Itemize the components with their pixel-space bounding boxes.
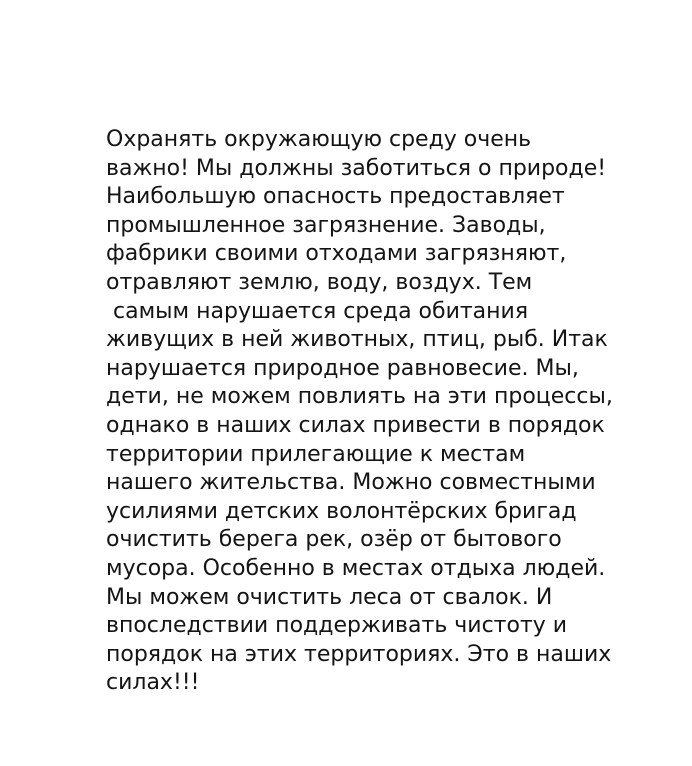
text-line-7: самым нарушается среда обитания (106, 298, 529, 324)
text-line-5: фабрики своими отходами загрязняют, (106, 241, 567, 267)
text-line-3: Наибольшую опасность предоставляет (106, 184, 565, 210)
text-line-6: отравляют землю, воду, воздух. Тем (106, 269, 533, 295)
text-line-11: однако в наших силах привести в порядок (106, 412, 605, 438)
text-line-18: впоследствии поддерживать чистоту и (106, 613, 568, 639)
text-line-10: дети, не можем повлиять на эти процессы, (106, 384, 613, 410)
text-line-4: промышленное загрязнение. Заводы, (106, 212, 546, 238)
text-line-8: живущих в ней животных, птиц, рыб. Итак (106, 327, 608, 353)
text-line-12: территории прилегающие к местам (106, 441, 526, 467)
text-line-1: Охранять окружающую среду очень (106, 127, 532, 152)
text-line-17: Мы можем очистить леса от свалок. И (106, 584, 553, 610)
text-line-14: усилиями детских волонтёрских бригад (106, 498, 577, 524)
text-line-19: порядок на этих территориях. Это в наших (106, 641, 612, 667)
text-line-16: мусора. Особенно в местах отдыха людей. (106, 555, 606, 581)
essay-text (106, 126, 686, 698)
text-line-20: силах!!! (106, 670, 200, 696)
text-line-9: нарушается природное равновесие. Мы, (106, 355, 579, 381)
text-line-15: очистить берега рек, озёр от бытового (106, 527, 562, 553)
text-line-2: важно! Мы должны заботиться о природе! (106, 155, 607, 181)
text-line-13: нашего жительства. Можно совместными (106, 470, 596, 496)
